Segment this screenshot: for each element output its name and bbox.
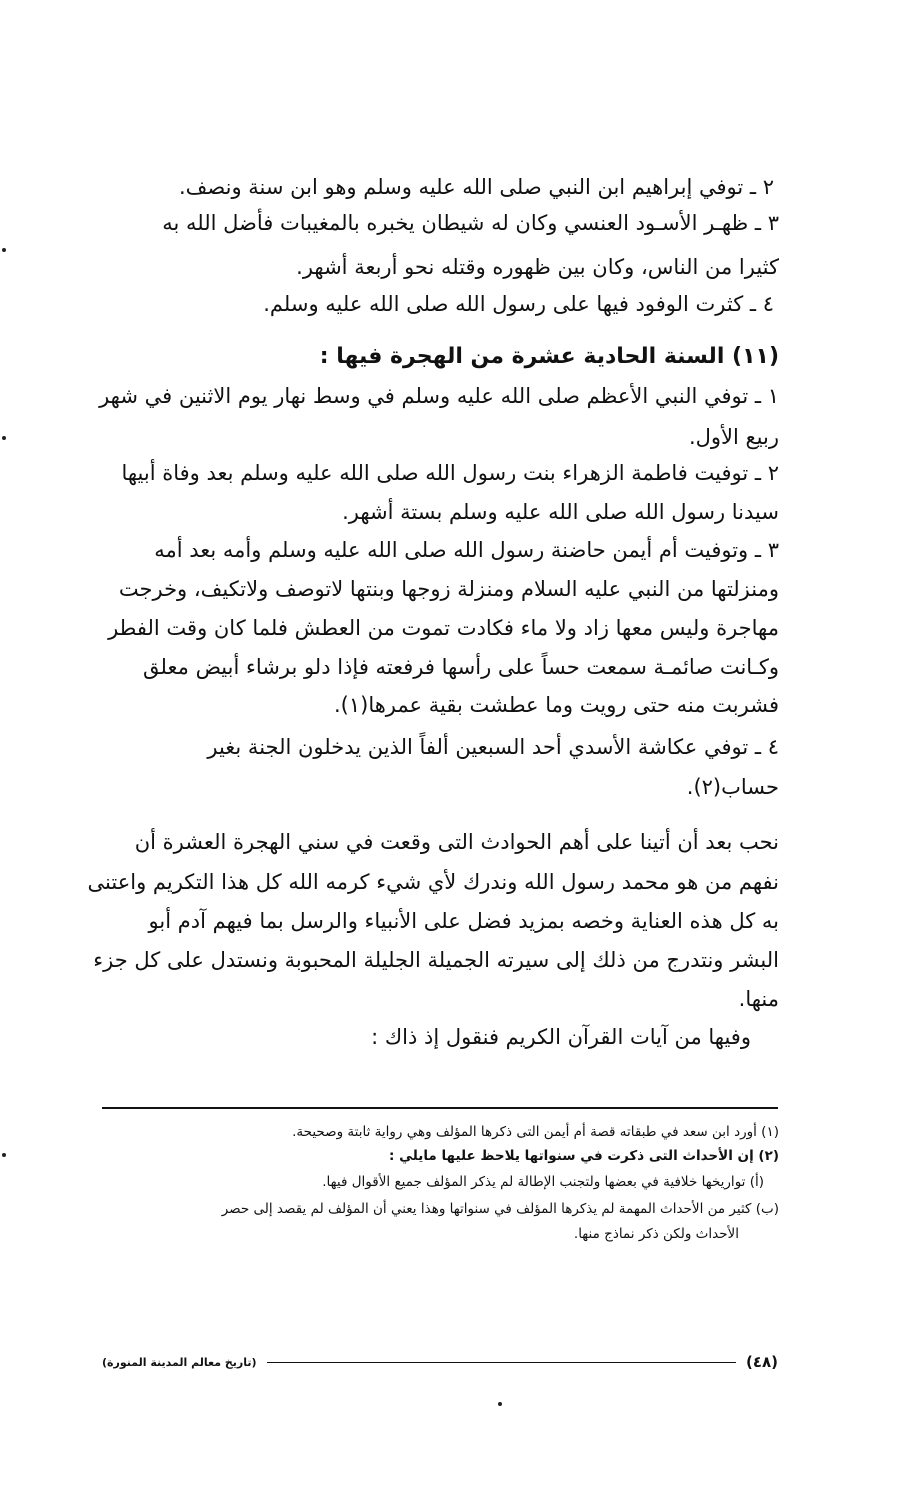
text-line: ٢ ـ توفيت فاطمة الزهراء بنت رسول الله صلى الله عليه وسلم بعد وفاة أبيها (121, 461, 779, 485)
text-line: مهاجرة وليس معها زاد ولا ماء فكادت تموت من العطش فلما كان وقت الفطر (108, 616, 779, 640)
book-title: (تاريخ معالم المدينة المنورة) (102, 1355, 257, 1369)
page-number: (٤٨) (745, 1353, 778, 1371)
page-footer (102, 1351, 778, 1373)
text-line: فشربت منه حتى رويت وما عطشت بقية عمرها(١). (333, 693, 779, 717)
footnote: (٢) إن الأحداث التى ذكرت في سنواتها يلاحظ عليها مايلي : (389, 1148, 779, 1164)
scan-mark (498, 1402, 502, 1406)
text-line: سيدنا رسول الله صلى الله عليه وسلم بستة أشهر. (342, 500, 779, 524)
text-line: ٣ ـ وتوفيت أم أيمن حاضنة رسول الله صلى الله عليه وسلم وأمه بعد أمه (154, 538, 779, 562)
text-line: ١ ـ توفي النبي الأعظم صلى الله عليه وسلم في وسط نهار يوم الاثنين في شهر (99, 384, 779, 408)
footnote: (١) أورد ابن سعد في طبقاته قصة أم أيمن التى ذكرها المؤلف وهي رواية ثابتة وصحيحة. (292, 1124, 779, 1140)
text-line: وفيها من آيات القرآن الكريم فنقول إذ ذاك : (371, 1025, 751, 1049)
text-line: ومنزلتها من النبي عليه السلام ومنزلة زوجها وبنتها لاتوصف ولاتكيف، وخرجت (118, 577, 779, 601)
text-line: منها. (738, 987, 779, 1011)
footer-rule (267, 1362, 736, 1363)
text-line: ٣ ـ ظهـر الأسـود العنسي وكان له شيطان يخبره بالمغيبات فأضل الله به (162, 211, 779, 235)
text-line: البشر ونتدرج من ذلك إلى سيرته الجميلة الجليلة المحبوبة ونستدل على كل جزء (93, 948, 779, 972)
scan-mark (2, 436, 6, 440)
text-line: ٤ ـ توفي عكاشة الأسدي أحد السبعين ألفاً الذين يدخلون الجنة بغير (207, 735, 779, 759)
section-heading: (١١) السنة الحادية عشرة من الهجرة فيها : (319, 344, 779, 369)
text-line: وكـانت صائمـة سمعت حساً على رأسها فرفعته فإذا دلو برشاء أبيض معلق (143, 655, 779, 679)
footnote: الأحداث ولكن ذكر نماذج منها. (573, 1226, 739, 1242)
text-line: ٢ ـ توفي إبراهيم ابن النبي صلى الله عليه وسلم وهو ابن سنة ونصف. (178, 175, 774, 199)
text-line: ٤ ـ كثرت الوفود فيها على رسول الله صلى الله عليه وسلم. (263, 292, 774, 316)
text-line: حساب(٢). (686, 775, 779, 799)
text-line: ربيع الأول. (688, 425, 779, 449)
footnote-separator (102, 1107, 778, 1109)
footnote: (ب) كثير من الأحداث المهمة لم يذكرها المؤلف في سنواتها وهذا يعني أن المؤلف لم يقصد إلى حصر (221, 1201, 779, 1217)
text-line: كثيرا من الناس، وكان بين ظهوره وقتله نحو أربعة أشهر. (296, 255, 779, 279)
scan-mark (2, 248, 6, 252)
scan-mark (2, 1153, 6, 1157)
footnote: (أ) تواريخها خلافية في بعضها ولتجنب الإطالة لم يذكر المؤلف جميع الأقوال فيها. (322, 1174, 764, 1190)
text-line: نحب بعد أن أتينا على أهم الحوادث التى وقعت في سني الهجرة العشرة أن (134, 830, 779, 854)
text-line: به كل هذه العناية وخصه بمزيد فضل على الأنبياء والرسل بما فيهم آدم أبو (148, 909, 779, 933)
text-line: نفهم من هو محمد رسول الله وندرك لأي شيء كرمه الله كل هذا التكريم واعتنى (87, 870, 779, 894)
